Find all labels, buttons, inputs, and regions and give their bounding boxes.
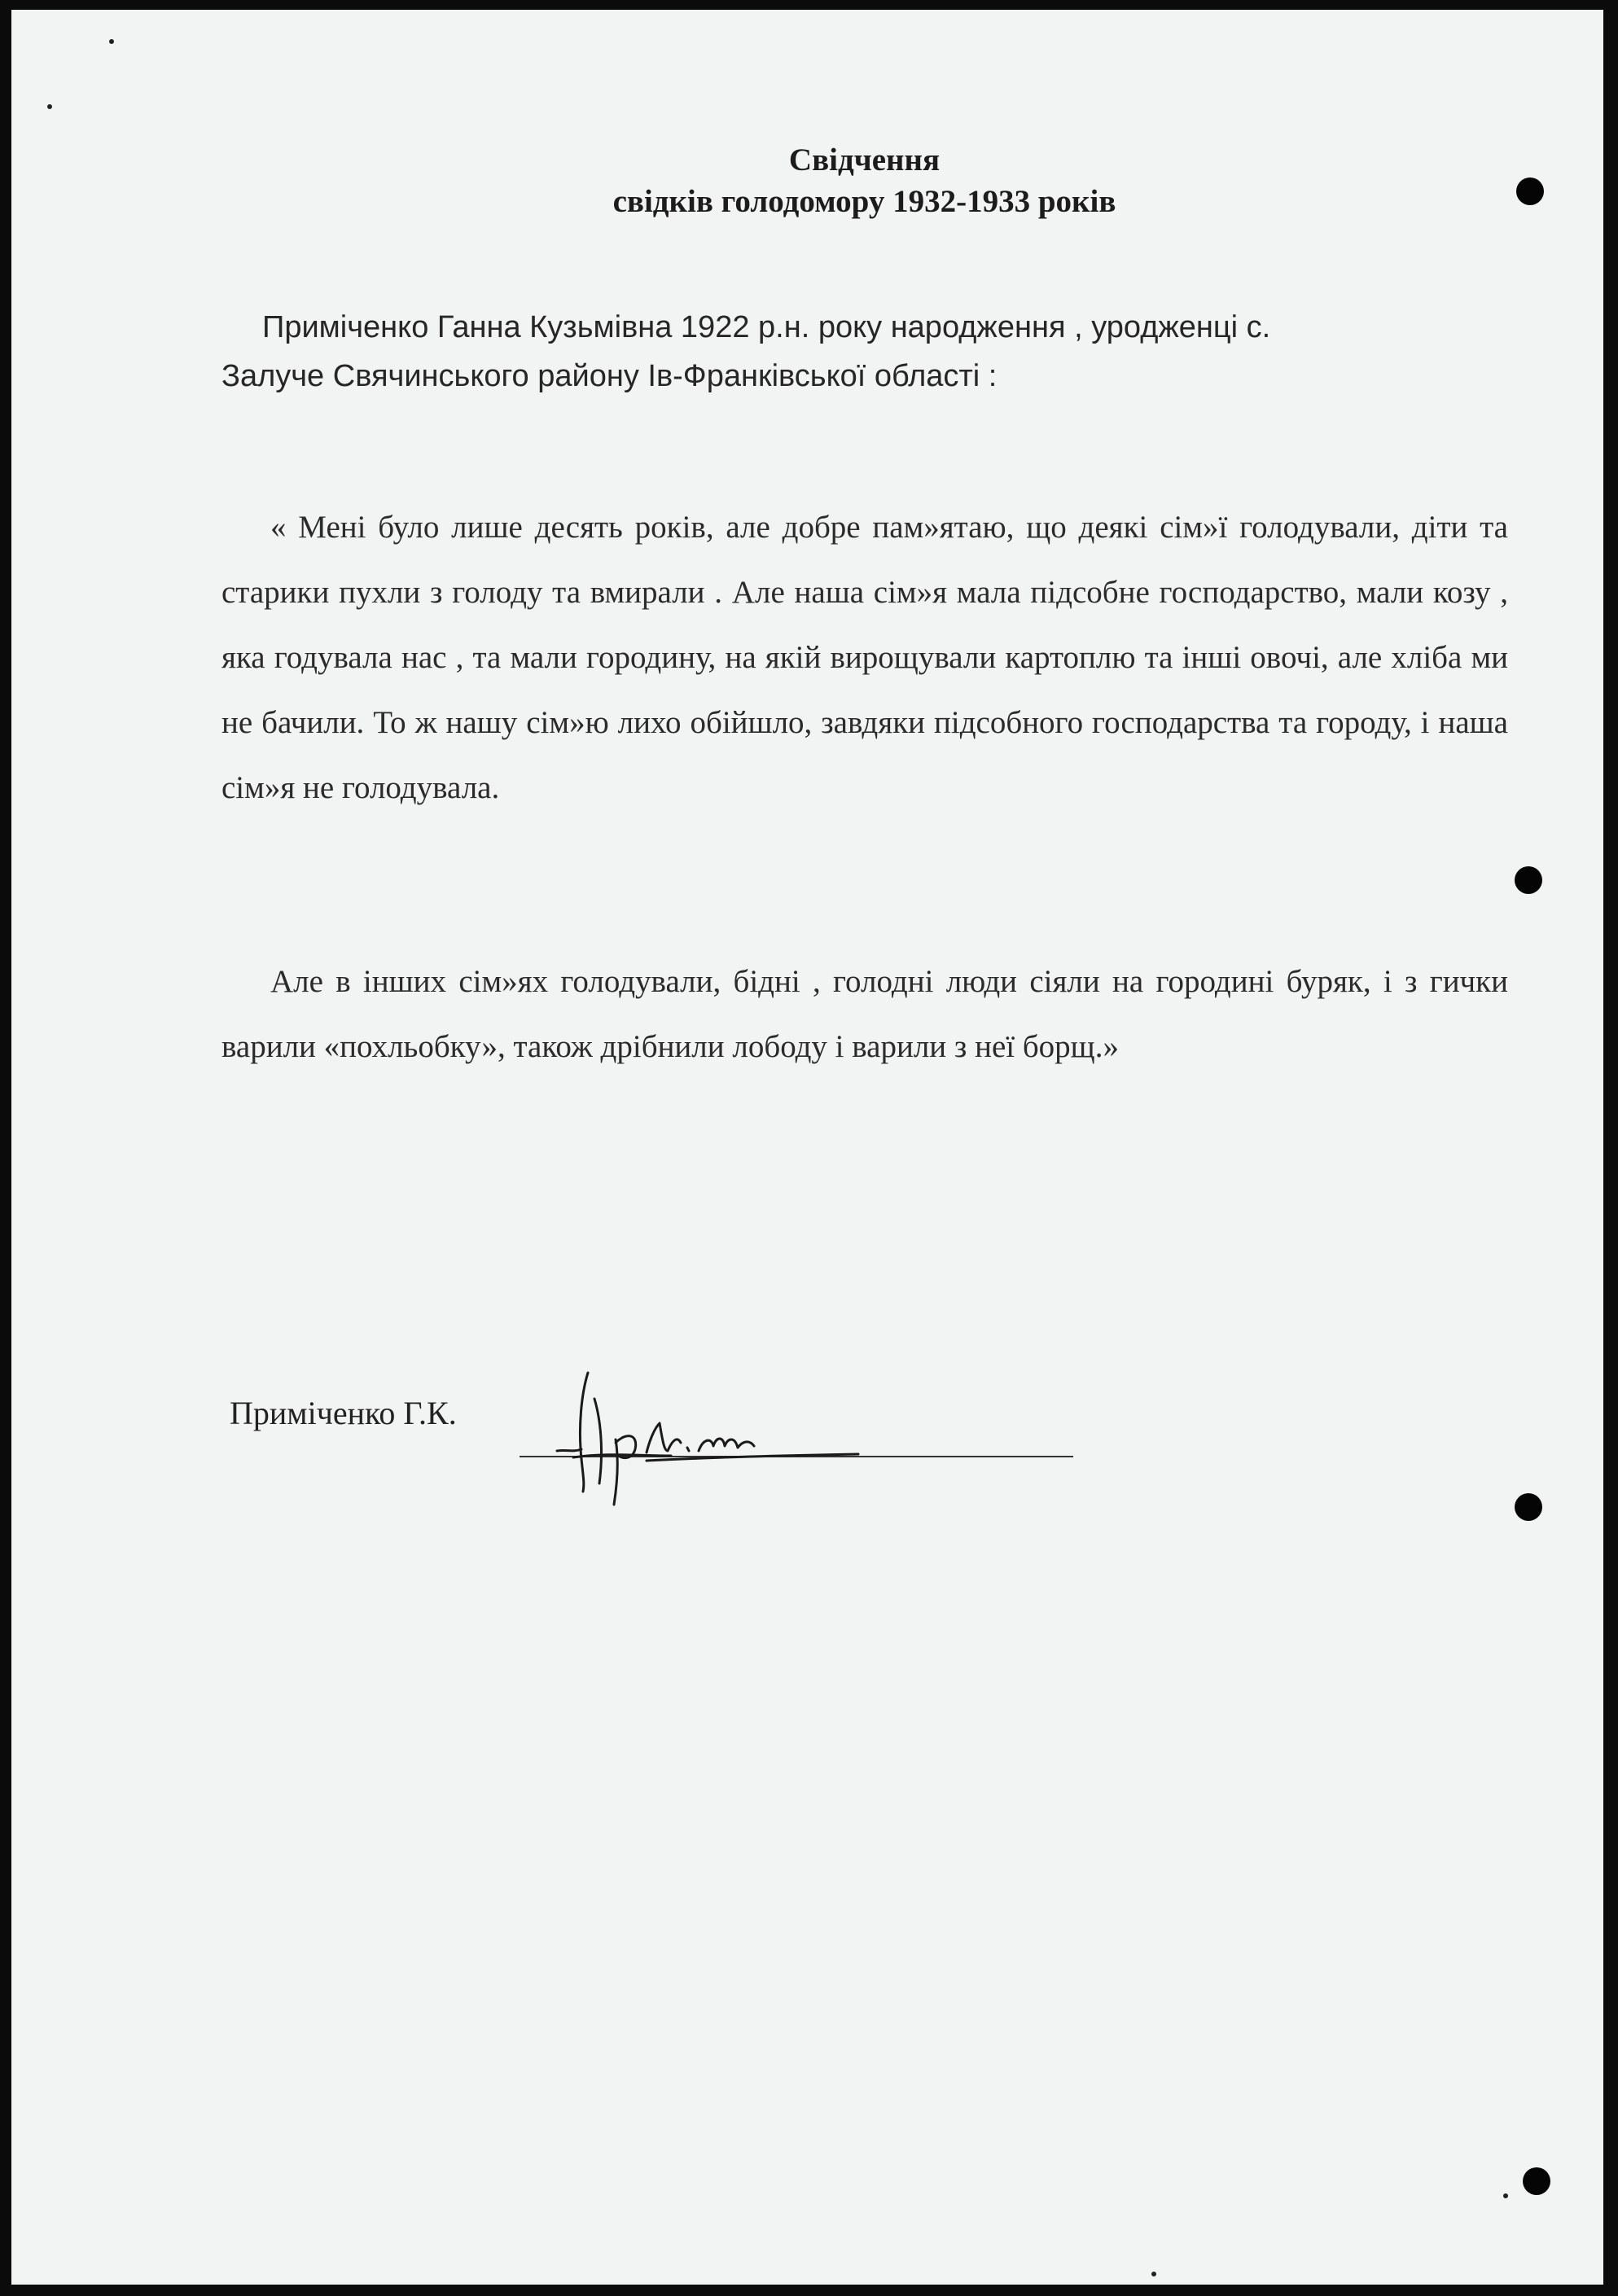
signatory-name: Приміченко Г.К. [230,1395,457,1431]
punch-hole-2 [1515,866,1542,894]
title-line-2: свідків голодомору 1932-1933 років [612,183,1116,219]
scan-speck [1151,2272,1156,2276]
intro-line-1: Приміченко Ганна Кузьмівна 1922 р.н. року народження , уродженці с. [262,310,1271,344]
paragraph-1-text: « Мені було лише десять років, але добре пам»ятаю, що деякі сім»ї голодували, діти та старики пухли з голоду та вмирали . Але наша сім»я мала підсобне господарство, мали козу , яка годувала нас , та мали городину, на якій вирощували картоплю та інші овочі, але хліба ми не бачили. То ж нашу сім»ю лихо обійшло, завдяки підсобного господарства та городу, і наша сім»я не голодувала. [221,510,1508,805]
document-page [11,10,1603,2285]
handwritten-signature [524,1361,899,1508]
title-line-1: Свідчення [788,142,941,177]
paragraph-2-text: Але в інших сім»ях голодували, бідні , голодні люди сіяли на городині буряк, і з гички варили «похльобку», також дрібнили лободу і варили з неї борщ.» [221,964,1508,1064]
scan-speck [1503,2193,1508,2198]
document-title [11,140,1603,222]
scan-speck [109,39,114,44]
scan-speck [47,104,52,109]
testimony-paragraph-1 [221,495,1508,821]
intro-block [221,303,1475,401]
punch-hole-1 [1516,177,1544,205]
punch-hole-3 [1515,1493,1542,1521]
intro-line-2: Залуче Свячинського району Ів-Франківської області : [221,359,998,393]
testimony-paragraph-2 [221,949,1508,1080]
punch-hole-4 [1523,2167,1550,2195]
